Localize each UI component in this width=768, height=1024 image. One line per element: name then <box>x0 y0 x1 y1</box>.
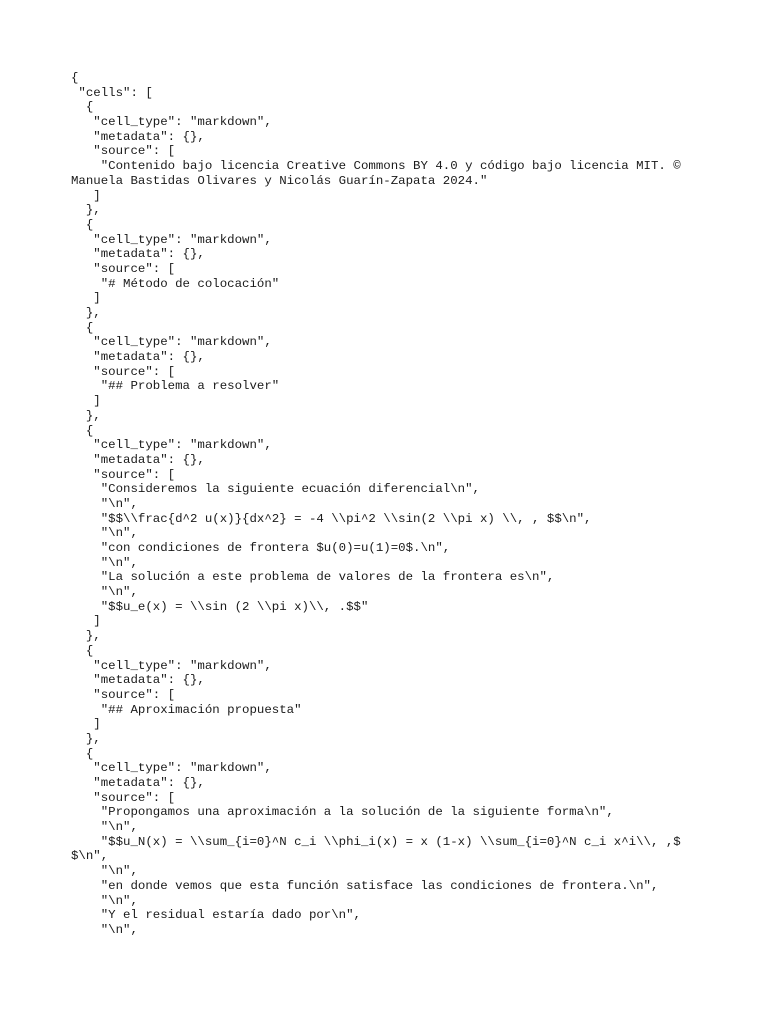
document-line: "en donde vemos que esta función satisface las condiciones de frontera.\n", <box>71 878 659 893</box>
document-line: "cell_type": "markdown", <box>71 115 272 130</box>
document-line: { <box>71 217 94 232</box>
document-line: "$$u_N(x) = \\sum_{i=0}^N c_i \\phi_i(x) = x (1-x) \\sum_{i=0}^N c_i x^i\\, ,$ <box>71 834 681 849</box>
document-line: "con condiciones de frontera $u(0)=u(1)=0$.\n", <box>71 541 451 555</box>
document-line: "metadata": {}, <box>71 350 205 365</box>
document-line: "source": [ <box>71 261 176 276</box>
document-line: "cell_type": "markdown", <box>71 658 272 673</box>
document-line: "cell_type": "markdown", <box>71 335 272 350</box>
document-line: "# Método de colocación" <box>71 276 280 291</box>
document-line: "$$\\frac{d^2 u(x)}{dx^2} = -4 \\pi^2 \\sin(2 \\pi x) \\, , $$\n", <box>71 511 592 526</box>
document-line: ] <box>71 717 101 732</box>
document-line: { <box>71 643 94 658</box>
document-line: "cell_type": "markdown", <box>71 761 272 776</box>
document-line: }, <box>71 306 101 320</box>
document-line: "\n", <box>71 555 138 570</box>
document-line: "source": [ <box>71 364 176 379</box>
document-line: "metadata": {}, <box>71 129 205 144</box>
document-line: { <box>71 320 94 335</box>
document-line: "Consideremos la siguiente ecuación diferencial\n", <box>71 482 480 497</box>
document-line: "\n", <box>71 526 138 541</box>
document-line: Manuela Bastidas Olivares y Nicolás Guarín-Zapata 2024." <box>71 173 488 188</box>
document-line: "metadata": {}, <box>71 452 205 467</box>
document-line: ] <box>71 614 101 629</box>
document-line: "metadata": {}, <box>71 247 205 262</box>
document-line: "source": [ <box>71 144 176 159</box>
document-line: { <box>71 71 79 85</box>
document-line: "$$u_e(x) = \\sin (2 \\pi x)\\, .$$" <box>71 599 369 614</box>
document-line: "\n", <box>71 893 138 908</box>
document-line: "metadata": {}, <box>71 673 205 688</box>
document-line: "cell_type": "markdown", <box>71 232 272 247</box>
document-line: "## Aproximación propuesta" <box>71 702 302 717</box>
document-line: "La solución a este problema de valores de la frontera es\n", <box>71 570 555 585</box>
document-line: ] <box>71 188 101 203</box>
document-line: "cells": [ <box>71 85 153 100</box>
document-line: }, <box>71 629 101 644</box>
document-line: }, <box>71 731 101 746</box>
document-line: "\n", <box>71 820 138 835</box>
document-line: { <box>71 100 94 115</box>
document-line: "\n", <box>71 864 138 879</box>
document-line: "cell_type": "markdown", <box>71 438 272 453</box>
document-line: "metadata": {}, <box>71 776 205 790</box>
document-line: "Contenido bajo licencia Creative Commons BY 4.0 y código bajo licencia MIT. © <box>71 159 681 174</box>
document-line: "\n", <box>71 922 138 937</box>
document-text-block <box>71 71 711 938</box>
document-line: { <box>71 423 94 438</box>
document-line: "source": [ <box>71 790 176 805</box>
document-line: "source": [ <box>71 467 176 482</box>
document-line: ] <box>71 291 101 306</box>
document-line: }, <box>71 203 101 218</box>
document-line: "source": [ <box>71 687 176 702</box>
document-line: "Propongamos una aproximación a la solución de la siguiente forma\n", <box>71 805 614 820</box>
document-line: { <box>71 746 94 761</box>
document-line: $\n", <box>71 849 109 864</box>
document-line: "## Problema a resolver" <box>71 379 280 394</box>
document-line: }, <box>71 408 101 423</box>
document-line: "Y el residual estaría dado por\n", <box>71 908 361 923</box>
document-line: "\n", <box>71 496 138 511</box>
document-line: "\n", <box>71 585 138 600</box>
document-line: ] <box>71 394 101 409</box>
